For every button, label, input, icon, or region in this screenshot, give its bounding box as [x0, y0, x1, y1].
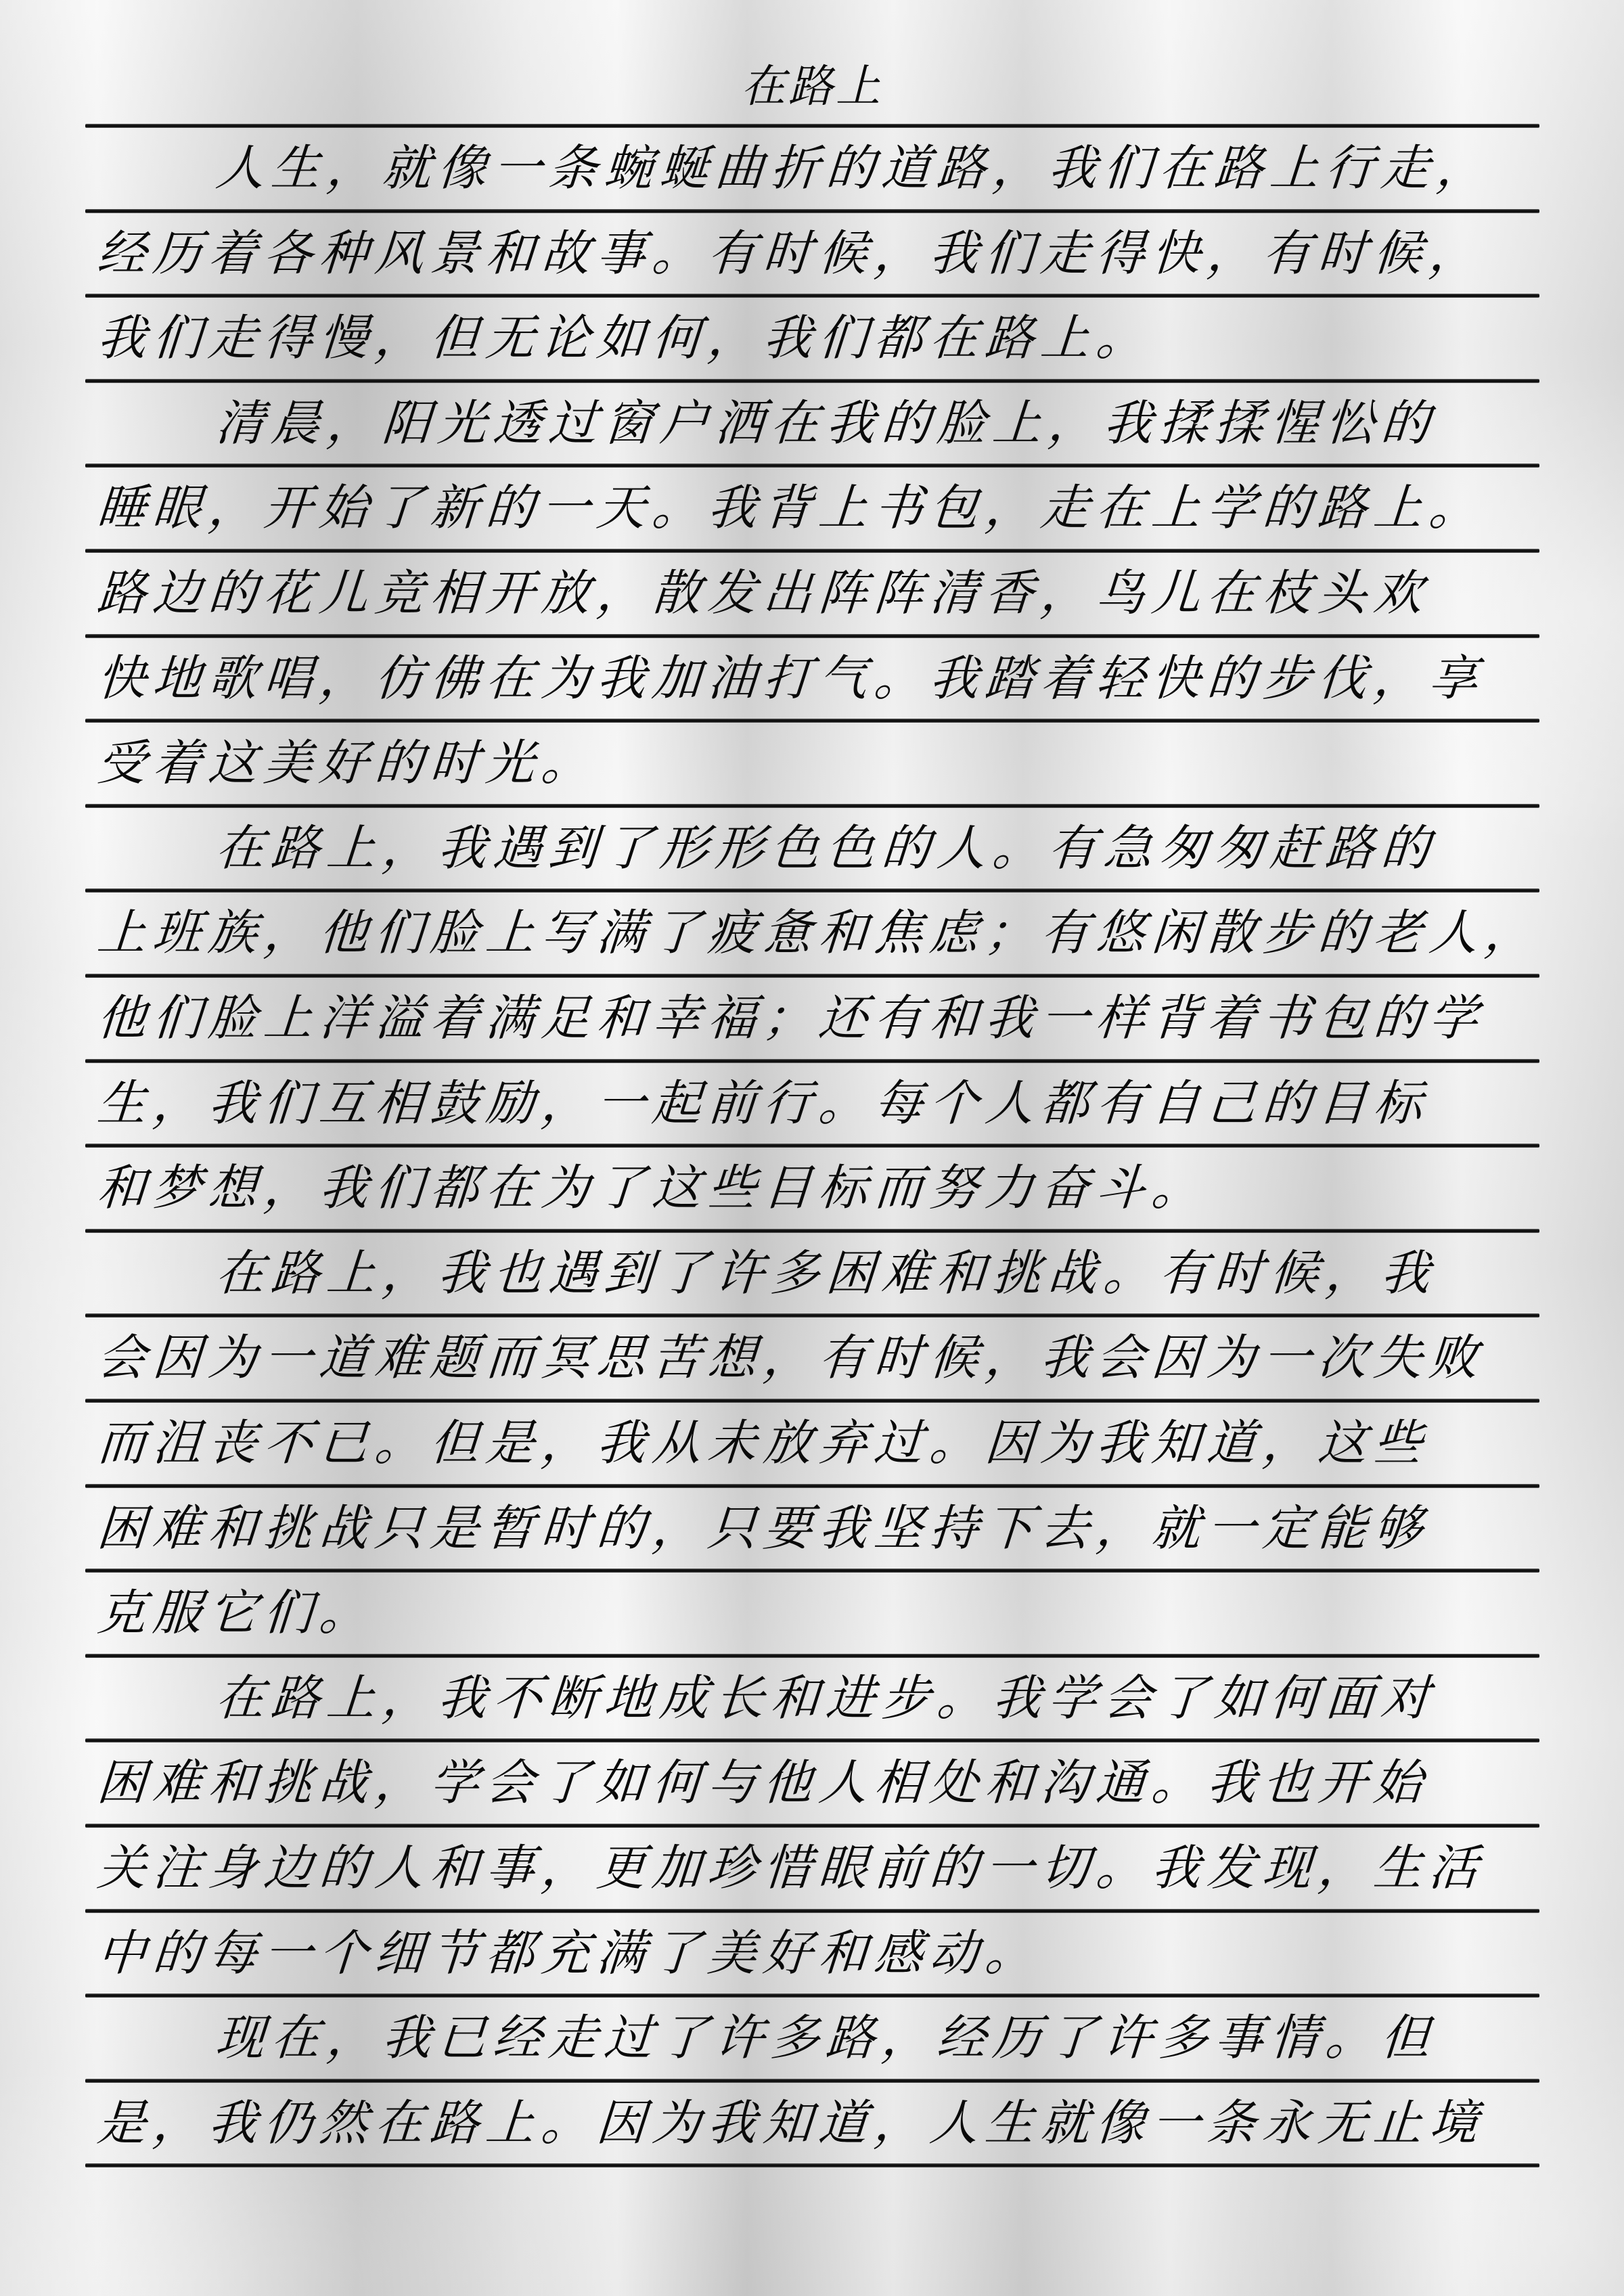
paragraph-line: 快地歌唱，仿佛在为我加油打气。我踏着轻快的步伐，享 [95, 649, 1487, 706]
ruled-line [85, 1738, 1539, 1742]
ruled-line [85, 209, 1539, 213]
paragraph-first-line: 现在，我已经走过了许多路，经历了许多事情。但 [213, 2009, 1439, 2067]
paragraph-line: 路边的花儿竞相开放，散发出阵阵清香，鸟儿在枝头欢 [95, 564, 1431, 621]
paragraph-first-line: 清晨，阳光透过窗户洒在我的脸上，我揉揉惺忪的 [213, 394, 1439, 451]
paragraph-line: 上班族，他们脸上写满了疲惫和焦虑；有悠闲散步的老人， [95, 904, 1542, 962]
paragraph-line: 和梦想，我们都在为了这些目标而努力奋斗。 [95, 1159, 1209, 1217]
ruled-line [85, 1569, 1539, 1573]
paragraph-line: 会因为一道难题而冥思苦想，有时候，我会因为一次失败 [95, 1329, 1487, 1387]
paragraph-line: 困难和挑战只是暂时的，只要我坚持下去，就一定能够 [95, 1499, 1431, 1556]
ruled-line [85, 1824, 1539, 1828]
ruled-line [85, 294, 1539, 298]
ruled-line [85, 1484, 1539, 1488]
paragraph-first-line: 在路上，我不断地成长和进步。我学会了如何面对 [213, 1669, 1439, 1726]
paragraph-line: 是，我仍然在路上。因为我知道，人生就像一条永无止境 [95, 2094, 1487, 2151]
paragraph-first-line: 人生，就像一条蜿蜒曲折的道路，我们在路上行走， [213, 139, 1494, 196]
paragraph-line: 睡眼，开始了新的一天。我背上书包，走在上学的路上。 [95, 479, 1487, 537]
ruled-line [85, 464, 1539, 468]
paragraph-line: 克服它们。 [95, 1584, 377, 1642]
ruled-line [85, 1994, 1539, 1998]
paragraph-line: 而沮丧不已。但是，我从未放弃过。因为我知道，这些 [95, 1414, 1431, 1471]
paragraph-line: 经历着各种风景和故事。有时候，我们走得快，有时候， [95, 224, 1487, 282]
ruled-line [85, 634, 1539, 638]
ruled-line [85, 1144, 1539, 1148]
ruled-line [85, 2079, 1539, 2083]
ruled-line [85, 1313, 1539, 1318]
paragraph-line: 受着这美好的时光。 [95, 734, 599, 792]
ruled-line [85, 1059, 1539, 1063]
paragraph-first-line: 在路上，我遇到了形形色色的人。有急匆匆赶路的 [213, 819, 1439, 876]
ruled-line [85, 888, 1539, 893]
paragraph-line: 困难和挑战，学会了如何与他人相处和沟通。我也开始 [95, 1754, 1431, 1811]
ruled-line [85, 719, 1539, 723]
ruled-line [85, 379, 1539, 383]
paragraph-line: 我们走得慢，但无论如何，我们都在路上。 [95, 309, 1154, 367]
ruled-line [85, 1399, 1539, 1403]
paragraph-line: 他们脸上洋溢着满足和幸福；还有和我一样背着书包的学 [95, 989, 1487, 1046]
ruled-line [85, 804, 1539, 808]
paragraph-line: 中的每一个细节都充满了美好和感动。 [95, 1924, 1043, 1981]
essay-title: 在路上 [741, 60, 883, 112]
paragraph-first-line: 在路上，我也遇到了许多困难和挑战。有时候，我 [213, 1244, 1439, 1301]
ruled-line [85, 1909, 1539, 1913]
ruled-line [85, 124, 1539, 128]
paragraph-line: 生，我们互相鼓励，一起前行。每个人都有自己的目标 [95, 1074, 1431, 1131]
paragraph-line: 关注身边的人和事，更加珍惜眼前的一切。我发现，生活 [95, 1839, 1487, 1896]
ruled-line [85, 2163, 1539, 2167]
ruled-line [85, 549, 1539, 553]
ruled-line [85, 1654, 1539, 1658]
ruled-line [85, 974, 1539, 978]
ruled-line [85, 1229, 1539, 1233]
